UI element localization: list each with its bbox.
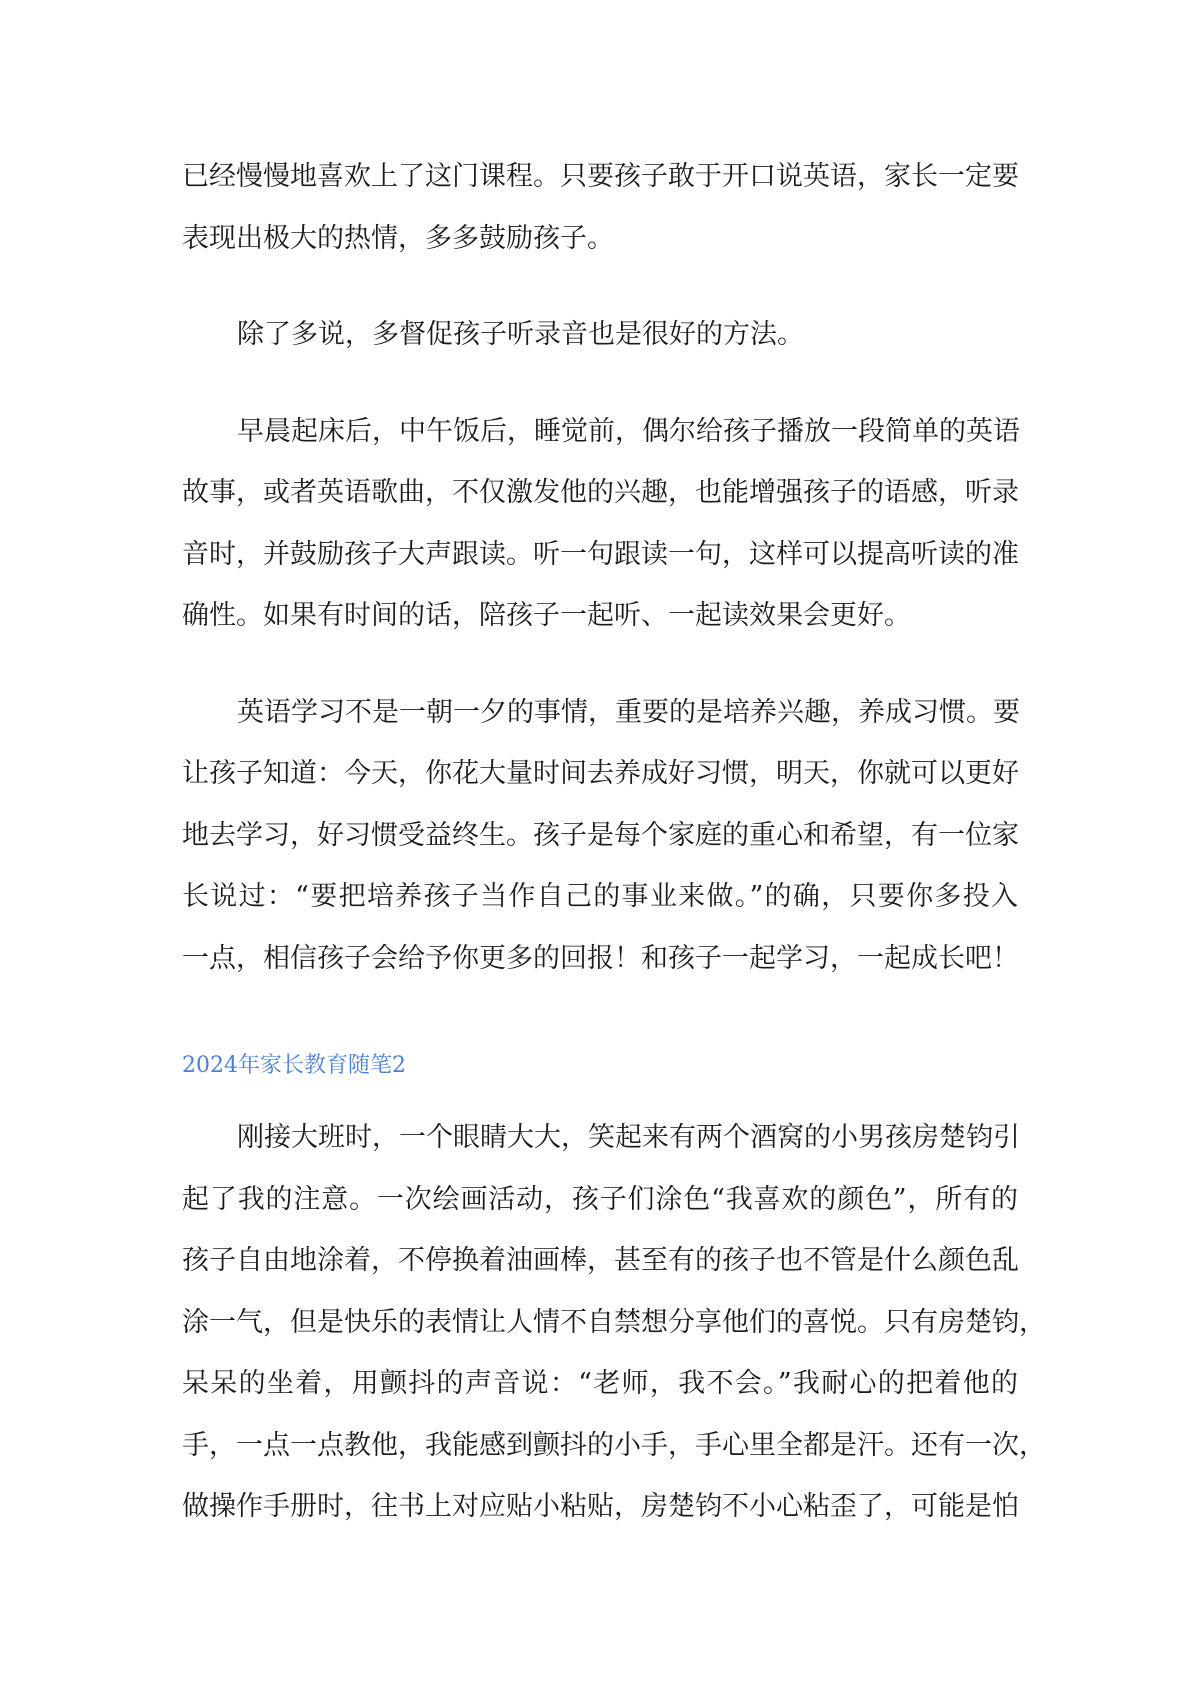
text-line: 故事，或者英语歌曲，不仅激发他的兴趣，也能增强孩子的语感，听录	[182, 477, 1019, 508]
text-line: 确性。如果有时间的话，陪孩子一起听、一起读效果会更好。	[182, 600, 911, 631]
paragraph-2	[182, 304, 1018, 366]
text-line: 涂一气，但是快乐的表情让人情不自禁想分享他们的喜悦。只有房楚钧，	[182, 1306, 1046, 1338]
text-line: 刚接大班时，一个眼睛大大，笑起来有两个酒窝的小男孩房楚钧引	[237, 1122, 1020, 1153]
text-line: 一点，相信孩子会给予你更多的回报！和孩子一起学习，一起成长吧！	[182, 942, 1019, 974]
text-line: 地去学习，好习惯受益终生。孩子是每个家庭的重心和希望，有一位家	[182, 819, 1019, 851]
text-line: 长说过：“要把培养孩子当作自己的事业来做。”的确，只要你多投入	[182, 881, 1018, 912]
text-line: 已经慢慢地喜欢上了这门课程。只要孩子敢于开口说英语，家长一定要	[182, 161, 1019, 192]
paragraph-3	[182, 401, 1018, 647]
text-line: 孩子自由地涂着，不停换着油画棒，甚至有的孩子也不管是什么颜色乱	[182, 1245, 1019, 1276]
text-line: 让孩子知道：今天，你花大量时间去养成好习惯，明天，你就可以更好	[182, 758, 1019, 789]
text-line: 起了我的注意。一次绘画活动，孩子们涂色“我喜欢的颜色”，所有的	[182, 1183, 1018, 1215]
text-line: 除了多说，多督促孩子听录音也是很好的方法。	[237, 319, 804, 350]
text-line: 做操作手册时，往书上对应贴小粘贴，房楚钧不小心粘歪了，可能是怕	[182, 1491, 1019, 1522]
paragraph-1	[182, 146, 1018, 269]
text-line: 音时，并鼓励孩子大声跟读。听一句跟读一句，这样可以提高听读的准	[182, 538, 1019, 570]
text-line: 英语学习不是一朝一夕的事情，重要的是培养兴趣，养成习惯。要	[237, 696, 1020, 728]
text-line: 早晨起床后，中午饭后，睡觉前，偶尔给孩子播放一段简单的英语	[237, 415, 1020, 447]
paragraph-4	[182, 682, 1018, 990]
document-page	[182, 146, 1046, 1573]
text-line: 呆呆的坐着，用颤抖的声音说：“老师，我不会。”我耐心的把着他的	[182, 1368, 1018, 1399]
paragraph-5	[182, 1107, 1046, 1538]
text-line: 表现出极大的热情，多多鼓励孩子。	[182, 222, 614, 254]
section-heading[interactable]: 2024年家长教育随笔2	[182, 1053, 406, 1078]
text-line: 手，一点一点教他，我能感到颤抖的小手，手心里全都是汗。还有一次，	[182, 1429, 1046, 1461]
